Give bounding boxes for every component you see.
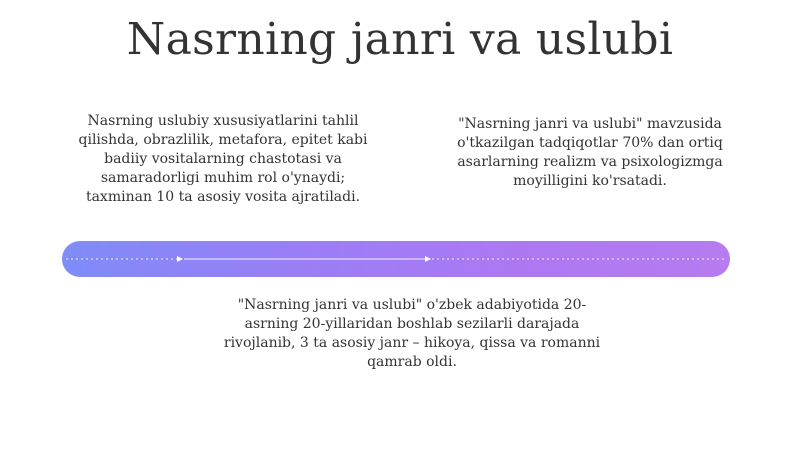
timeline-arrow-icon (425, 256, 431, 262)
left-text-block: Nasrning uslubiy xususiyatlarini tahlil qilishda, obrazlilik, metafora, epitet kabi badiiy vositalarning chastotasi va samaradorligi muhim rol o'ynaydi; taxminan 10 ta asosiy vosita ajratiladi. (78, 113, 368, 205)
timeline-arrows (62, 241, 730, 277)
timeline-bar (62, 241, 730, 277)
bottom-text-block: "Nasrning janri va uslubi" o'zbek adabiyotida 20-asrning 20-yillaridan boshlab sezilarli darajada rivojlanib, 3 ta asosiy janr – hikoya, qissa va romanni qamrab oldi. (223, 297, 601, 370)
right-text-block: "Nasrning janri va uslubi" mavzusida o'tkazilgan tadqiqotlar 70% dan ortiq asarlarning realizm va psixologizmga moyilligini ko'rsatadi. (457, 116, 723, 189)
timeline-arrow-icon (177, 256, 183, 262)
slide-title: Nasrning janri va uslubi (126, 14, 674, 65)
